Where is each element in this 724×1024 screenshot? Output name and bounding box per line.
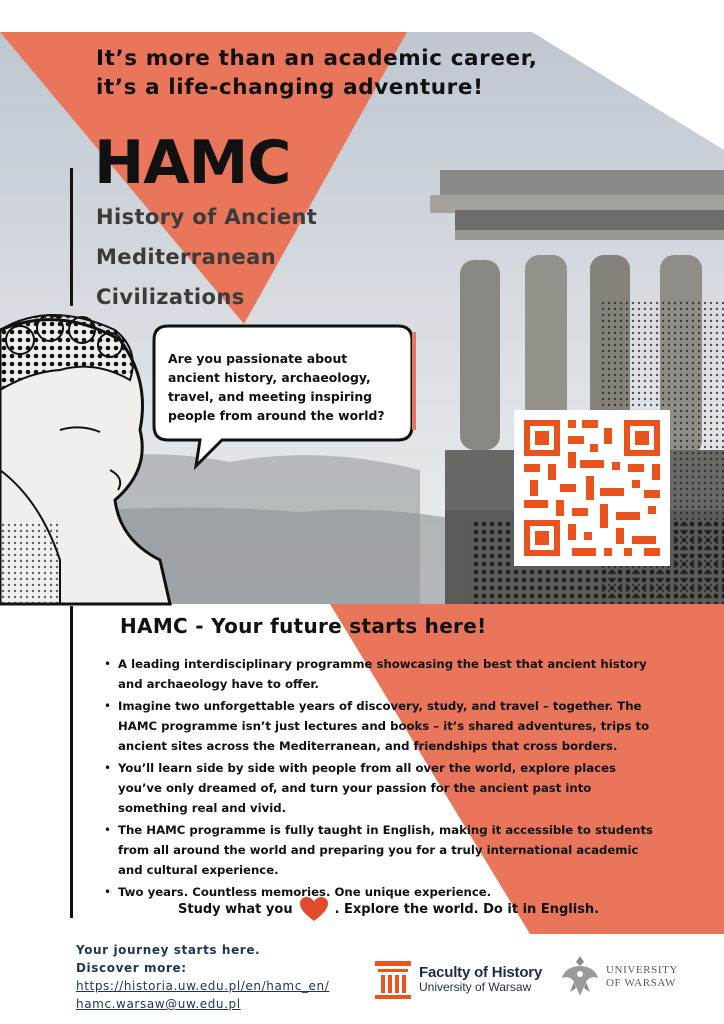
list-item [104,758,704,818]
list-item-line: something real and vivid. [118,801,287,815]
programme-name-line: Mediterranean [96,245,277,269]
list-item-line: HAMC programme isn’t just lectures and books – it’s shared adventures, trips to [118,719,650,733]
faculty-name: Faculty of History [419,964,543,981]
contact-block [76,941,329,1013]
section-title: HAMC - Your future starts here! [120,614,487,638]
tagline [96,44,696,102]
discover-line: Discover more: [76,961,187,975]
list-item-line: and cultural experience. [118,863,279,877]
bubble-line: ancient history, archaeology, [168,370,371,385]
speech-bubble-text [168,349,398,425]
list-item-line: • You’ll learn side by side with people from all over the world, explore places [118,761,616,775]
email-link[interactable]: hamc.warsaw@uw.edu.pl [76,997,241,1011]
tagline-line: it’s a life-changing adventure! [96,75,484,100]
motto-start: Study what you [178,901,293,917]
list-item-line: you’ve only dreamed of, and turn your passion for the ancient past into [118,781,592,795]
qr-code [514,410,670,566]
decor-line-top [70,168,73,306]
programme-name-line: History of Ancient [96,205,318,229]
programme-full-name [96,197,317,317]
eagle-crest-icon [560,952,600,1002]
list-item-line: from all around the world and preparing you for a truly international academic [118,843,639,857]
bubble-line: Are you passionate about [168,351,348,366]
list-item [104,654,704,694]
decor-line-bottom [70,606,73,918]
motto-end: . Explore the world. Do it in English. [334,901,600,917]
list-item-line: and archaeology have to offer. [118,677,319,691]
bubble-line: travel, and meeting inspiring [168,389,373,404]
footer [0,934,724,1024]
list-item-line: • Imagine two unforgettable years of discovery, study, and travel – together. The [118,699,642,713]
heart-icon [299,896,329,922]
list-item-line: • The HAMC programme is fully taught in English, making it accessible to students [118,823,653,837]
tagline-line: It’s more than an academic career, [96,46,538,71]
programme-acronym: HAMC [94,128,291,198]
university-name-line: UNIVERSITY [606,964,678,976]
benefits-list [104,654,704,904]
faculty-university: University of Warsaw [419,980,532,994]
faculty-logo-icon [375,961,411,999]
list-item-line: ancient sites across the Mediterranean, and friendships that cross borders. [118,739,618,753]
list-item-line: • A leading interdisciplinary programme showcasing the best that ancient history [118,657,647,671]
list-item [104,696,704,756]
university-name-line: OF WARSAW [606,977,677,989]
website-link[interactable]: https://historia.uw.edu.pl/en/hamc_en/ [76,979,330,993]
list-item-line: • Two years. Countless memories. One unique experience. [118,885,492,899]
faculty-of-history-logo [375,961,542,999]
journey-line: Your journey starts here. [76,943,261,957]
list-item [104,820,704,880]
programme-name-line: Civilizations [96,285,245,309]
university-of-warsaw-logo [560,952,678,1002]
bubble-line: people from around the world? [168,408,385,423]
motto [178,896,599,922]
